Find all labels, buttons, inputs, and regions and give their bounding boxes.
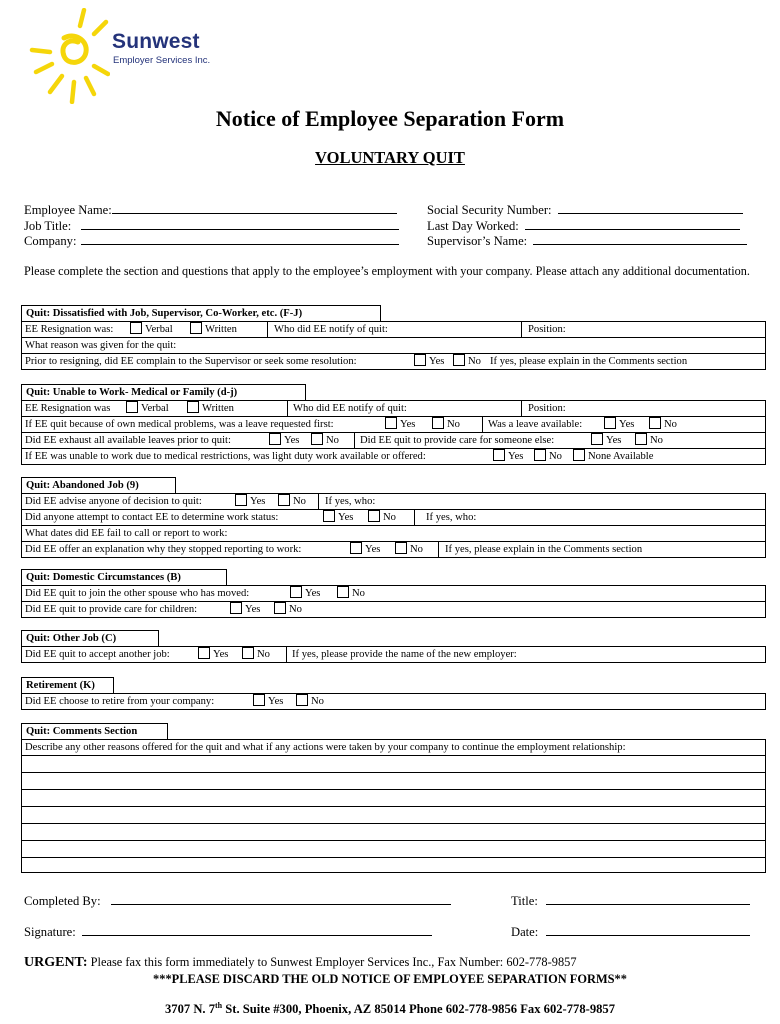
company-label: Company: [24, 234, 77, 248]
completed-by-line[interactable] [111, 893, 451, 905]
yes-checkbox[interactable] [230, 602, 242, 614]
label: EE Resignation was: [25, 324, 114, 335]
no-checkbox[interactable] [453, 354, 465, 366]
label: Yes [245, 604, 261, 615]
yes-checkbox[interactable] [323, 510, 335, 522]
row-resignation [22, 322, 765, 337]
row-advise [22, 494, 765, 509]
yes-checkbox[interactable] [385, 417, 397, 429]
row-explanation [22, 541, 765, 557]
row-spouse [22, 586, 765, 601]
date-line[interactable] [546, 924, 750, 936]
label: Yes [365, 544, 381, 555]
no-checkbox[interactable] [278, 494, 290, 506]
section-other-job [21, 646, 766, 663]
employee-name-line[interactable] [112, 202, 397, 214]
ssn-label: Social Security Number: [427, 203, 552, 217]
label: Verbal [141, 403, 169, 414]
label: Yes [250, 496, 266, 507]
label: Written [205, 324, 237, 335]
section-domestic-title: Quit: Domestic Circumstances (B) [21, 569, 227, 585]
urgent-label: URGENT: [24, 955, 88, 970]
job-title-field[interactable] [24, 218, 399, 234]
row-another-job [22, 647, 765, 662]
section-retirement [21, 693, 766, 710]
row-exhaust [22, 432, 765, 448]
label: No [289, 604, 302, 615]
discard-notice: ***PLEASE DISCARD THE OLD NOTICE OF EMPLOYEE SEPARATION FORMS** [153, 972, 627, 986]
label: If yes, who: [325, 496, 376, 507]
divider [318, 494, 319, 509]
label: Did EE offer an explanation why they stopped reporting to work: [25, 544, 302, 555]
label: Yes [284, 435, 300, 446]
label: No [410, 544, 423, 555]
last-day-label: Last Day Worked: [427, 219, 519, 233]
label: No [468, 356, 481, 367]
urgent-text: Please fax this form immediately to Sunwest Employer Services Inc., Fax Number: 602-778-9857 [90, 955, 577, 969]
comment-line[interactable] [22, 755, 765, 772]
label: Did EE exhaust all available leaves prior to quit: [25, 435, 231, 446]
address-start: 3707 N. 7 [164, 1002, 216, 1017]
no-checkbox[interactable] [395, 542, 407, 554]
label: If yes, please provide the name of the new employer: [292, 649, 517, 660]
company-address [0, 1001, 780, 1017]
no-checkbox[interactable] [337, 586, 349, 598]
label: Verbal [145, 324, 173, 335]
label: None Available [588, 451, 654, 462]
section-dissatisfied-title: Quit: Dissatisfied with Job, Supervisor, Co-Worker, etc. (F-J) [21, 305, 381, 321]
no-checkbox[interactable] [635, 433, 647, 445]
address-superscript: th [215, 1001, 223, 1010]
label: If yes, who: [426, 512, 477, 523]
section-medical-title: Quit: Unable to Work- Medical or Family (d-j) [21, 384, 306, 400]
comment-line[interactable] [22, 789, 765, 806]
row-describe [22, 740, 765, 755]
completed-by-field[interactable] [24, 893, 451, 909]
yes-checkbox[interactable] [253, 694, 265, 706]
no-checkbox[interactable] [432, 417, 444, 429]
page-title: Notice of Employee Separation Form [215, 106, 565, 131]
label: If EE quit because of own medical problems, was a leave requested first: [25, 419, 334, 430]
no-checkbox[interactable] [311, 433, 323, 445]
divider [521, 401, 522, 416]
job-title-label: Job Title: [24, 219, 72, 233]
label: No [650, 435, 663, 446]
last-day-field[interactable] [427, 218, 740, 234]
signature-line[interactable] [82, 924, 432, 936]
no-checkbox[interactable] [649, 417, 661, 429]
no-checkbox[interactable] [296, 694, 308, 706]
comment-line[interactable] [22, 772, 765, 789]
company-field[interactable] [24, 233, 399, 249]
row-children [22, 601, 765, 617]
section-dissatisfied [21, 321, 766, 370]
divider [438, 542, 439, 557]
yes-checkbox[interactable] [269, 433, 281, 445]
yes-checkbox[interactable] [493, 449, 505, 461]
none-available-checkbox[interactable] [573, 449, 585, 461]
yes-checkbox[interactable] [235, 494, 247, 506]
label: Prior to resigning, did EE complain to the Supervisor or seek some resolution: [25, 356, 357, 367]
employee-name-field[interactable] [24, 202, 397, 218]
label: Yes [619, 419, 635, 430]
section-abandoned-title: Quit: Abandoned Job (9) [21, 477, 176, 493]
company-line[interactable] [81, 233, 399, 245]
signature-field[interactable] [24, 924, 432, 940]
urgent-notice [24, 955, 577, 971]
divider [287, 401, 288, 416]
signature-label: Signature: [24, 925, 76, 939]
label: Yes [305, 588, 321, 599]
sun-logo-icon [28, 8, 110, 104]
row-retire [22, 694, 765, 709]
label: No [549, 451, 562, 462]
date-field[interactable] [511, 924, 750, 940]
no-checkbox[interactable] [368, 510, 380, 522]
comment-line[interactable] [22, 840, 765, 857]
written-checkbox[interactable] [187, 401, 199, 413]
logo-subtitle: Employer Services Inc. [113, 55, 211, 66]
supervisor-line[interactable] [533, 233, 747, 245]
label: No [352, 588, 365, 599]
label: Position: [528, 403, 566, 414]
last-day-line[interactable] [525, 218, 740, 230]
address-end: St. Suite #300, Phoenix, AZ 85014 Phone 602-778-9856 Fax 602-778-9857 [222, 1002, 616, 1017]
intro-text: Please complete the section and questions that apply to the employee’s employment with your company. Please attach any additional documentation. [24, 264, 750, 278]
comment-line[interactable] [22, 823, 765, 840]
section-abandoned [21, 493, 766, 558]
label: What reason was given for the quit: [25, 340, 177, 351]
label: No [383, 512, 396, 523]
divider [414, 510, 415, 525]
divider [267, 322, 268, 337]
yes-checkbox[interactable] [198, 647, 210, 659]
label: If EE was unable to work due to medical restrictions, was light duty work available or offered: [25, 451, 426, 462]
ssn-field[interactable] [427, 202, 743, 218]
section-medical [21, 400, 766, 465]
job-title-line[interactable] [81, 218, 399, 230]
label: EE Resignation was [25, 403, 111, 414]
section-comments-title: Quit: Comments Section [21, 723, 168, 739]
yes-checkbox[interactable] [350, 542, 362, 554]
label: Did anyone attempt to contact EE to determine work status: [25, 512, 279, 523]
label: Did EE choose to retire from your company: [25, 696, 215, 707]
comment-line[interactable] [22, 806, 765, 823]
label: Yes [508, 451, 524, 462]
yes-checkbox[interactable] [414, 354, 426, 366]
label: Yes [429, 356, 445, 367]
row-light-duty [22, 448, 765, 464]
label: Yes [338, 512, 354, 523]
label: If yes, please explain in the Comments section [490, 356, 688, 367]
label: Did EE quit to provide care for someone else: [360, 435, 555, 446]
label: Yes [268, 696, 284, 707]
section-other-job-title: Quit: Other Job (C) [21, 630, 159, 646]
supervisor-label: Supervisor’s Name: [427, 234, 528, 248]
label: No [311, 696, 324, 707]
label: Did EE quit to join the other spouse who has moved: [25, 588, 250, 599]
label: No [257, 649, 270, 660]
divider [286, 647, 287, 662]
yes-checkbox[interactable] [591, 433, 603, 445]
no-checkbox[interactable] [242, 647, 254, 659]
row-reason [22, 337, 765, 353]
comment-line[interactable] [22, 857, 765, 872]
written-checkbox[interactable] [190, 322, 202, 334]
row-prior [22, 353, 765, 369]
row-medical-leave [22, 416, 765, 432]
title-field[interactable] [511, 893, 750, 909]
divider [521, 322, 522, 337]
label: Did EE advise anyone of decision to quit: [25, 496, 202, 507]
yes-checkbox[interactable] [290, 586, 302, 598]
title-label: Title: [511, 894, 538, 908]
label: Yes [213, 649, 229, 660]
label: Did EE quit to accept another job: [25, 649, 170, 660]
label: No [293, 496, 306, 507]
label: Who did EE notify of quit: [274, 324, 388, 335]
supervisor-field[interactable] [427, 233, 747, 249]
page-subtitle: VOLUNTARY QUIT [315, 148, 465, 167]
label: Was a leave available: [488, 419, 583, 430]
employee-name-label: Employee Name: [24, 203, 112, 217]
label: No [664, 419, 677, 430]
label: Yes [606, 435, 622, 446]
date-label: Date: [511, 925, 539, 939]
section-comments [21, 739, 766, 873]
divider [482, 417, 483, 432]
verbal-checkbox[interactable] [126, 401, 138, 413]
ssn-line[interactable] [558, 202, 743, 214]
label: Written [202, 403, 234, 414]
label: No [447, 419, 460, 430]
divider [354, 433, 355, 448]
no-checkbox[interactable] [274, 602, 286, 614]
label: Did EE quit to provide care for children: [25, 604, 198, 615]
verbal-checkbox[interactable] [130, 322, 142, 334]
label: What dates did EE fail to call or report to work: [25, 528, 228, 539]
no-checkbox[interactable] [534, 449, 546, 461]
row-resignation [22, 401, 765, 416]
section-retirement-title: Retirement (K) [21, 677, 114, 693]
label: Yes [400, 419, 416, 430]
label: Who did EE notify of quit: [293, 403, 407, 414]
label: Position: [528, 324, 566, 335]
yes-checkbox[interactable] [604, 417, 616, 429]
section-domestic [21, 585, 766, 618]
logo-name: Sunwest [112, 30, 200, 53]
label: Describe any other reasons offered for the quit and what if any actions were taken by your company to continue the employment relationship: [25, 742, 626, 753]
label: If yes, please explain in the Comments section [445, 544, 643, 555]
row-dates [22, 525, 765, 541]
row-attempt [22, 509, 765, 525]
completed-by-label: Completed By: [24, 894, 101, 908]
label: No [326, 435, 339, 446]
title-line[interactable] [546, 893, 750, 905]
